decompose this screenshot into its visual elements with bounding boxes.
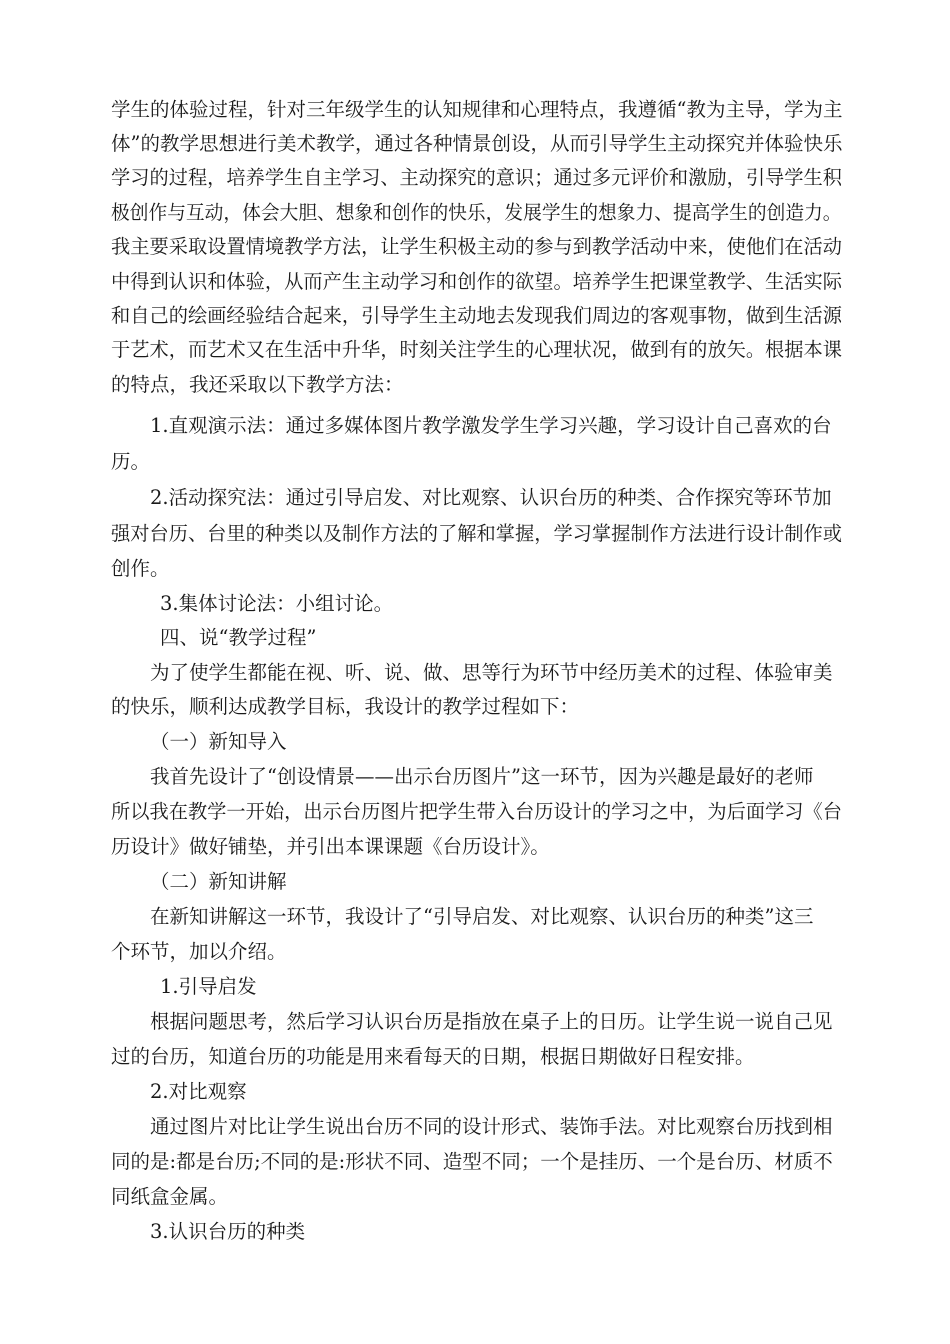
text-line: 个环节，加以介绍。	[111, 940, 287, 963]
list-item-3: 3.集体讨论法：小组讨论。	[160, 592, 394, 615]
text-line: 于艺术，而艺术又在生活中升华，时刻关注学生的心理状况，做到有的放矢。根据本课	[111, 338, 843, 361]
list-item-1: 1.直观演示法：通过多媒体图片教学激发学生学习兴趣，学习设计自己喜欢的台	[150, 414, 832, 437]
text-line: 为了使学生都能在视、听、说、做、思等行为环节中经历美术的过程、体验审美	[150, 661, 833, 684]
text-line: 中得到认识和体验，从而产生主动学习和创作的欲望。培养学生把课堂教学、生活实际	[111, 270, 843, 293]
text-line: 和自己的绘画经验结合起来，引导学生主动地去发现我们周边的客观事物，做到生活源	[111, 304, 843, 327]
text-line: 创作。	[111, 557, 170, 580]
text-line: 的快乐，顺利达成教学目标，我设计的教学过程如下：	[111, 695, 580, 718]
text-line: 的特点，我还采取以下教学方法：	[111, 373, 404, 396]
text-line: 强对台历、台里的种类以及制作方法的了解和掌握，学习掌握制作方法进行设计制作或	[111, 522, 843, 545]
text-line: 历。	[111, 450, 151, 473]
text-line: 体”的教学思想进行美术教学，通过各种情景创设，从而引导学生主动探究并体验快乐	[111, 132, 843, 155]
text-line: 过的台历，知道台历的功能是用来看每天的日期，根据日期做好日程安排。	[111, 1045, 755, 1068]
subsection-heading: （一）新知导入	[150, 730, 287, 753]
text-line: 极创作与互动，体会大胆、想象和创作的快乐，发展学生的想象力、提高学生的创造力。	[111, 201, 842, 224]
section-heading: 四、说“教学过程”	[160, 626, 317, 649]
text-line: 同纸盒金属。	[111, 1185, 229, 1208]
text-line: 所以我在教学一开始，出示台历图片把学生带入台历设计的学习之中，为后面学习《台	[111, 800, 843, 823]
text-line: 学生的体验过程，针对三年级学生的认知规律和心理特点，我遵循“教为主导，学为主	[111, 98, 843, 121]
list-item-2: 2.活动探究法：通过引导启发、对比观察、认识台历的种类、合作探究等环节加	[150, 486, 832, 509]
item-heading: 2.对比观察	[150, 1080, 247, 1103]
text-line: 同的是:都是台历;不同的是:形状不同、造型不同；一个是挂历、一个是台历、材质不	[111, 1150, 833, 1173]
text-line: 学习的过程，培养学生自主学习、主动探究的意识；通过多元评价和激励，引导学生积	[111, 166, 843, 189]
subsection-heading: （二）新知讲解	[150, 870, 287, 893]
text-line: 我主要采取设置情境教学方法，让学生积极主动的参与到教学活动中来，使他们在活动	[111, 235, 843, 258]
text-line: 根据问题思考，然后学习认识台历是指放在桌子上的日历。让学生说一说自己见	[150, 1010, 833, 1033]
item-heading: 3.认识台历的种类	[150, 1220, 306, 1243]
text-line: 通过图片对比让学生说出台历不同的设计形式、装饰手法。对比观察台历找到相	[150, 1115, 833, 1138]
text-line: 我首先设计了“创设情景——出示台历图片”这一环节，因为兴趣是最好的老师	[150, 765, 814, 788]
text-line: 在新知讲解这一环节，我设计了“引导启发、对比观察、认识台历的种类”这三	[150, 905, 814, 928]
item-heading: 1.引导启发	[160, 975, 257, 998]
text-line: 历设计》做好铺垫，并引出本课课题《台历设计》。	[111, 835, 550, 858]
